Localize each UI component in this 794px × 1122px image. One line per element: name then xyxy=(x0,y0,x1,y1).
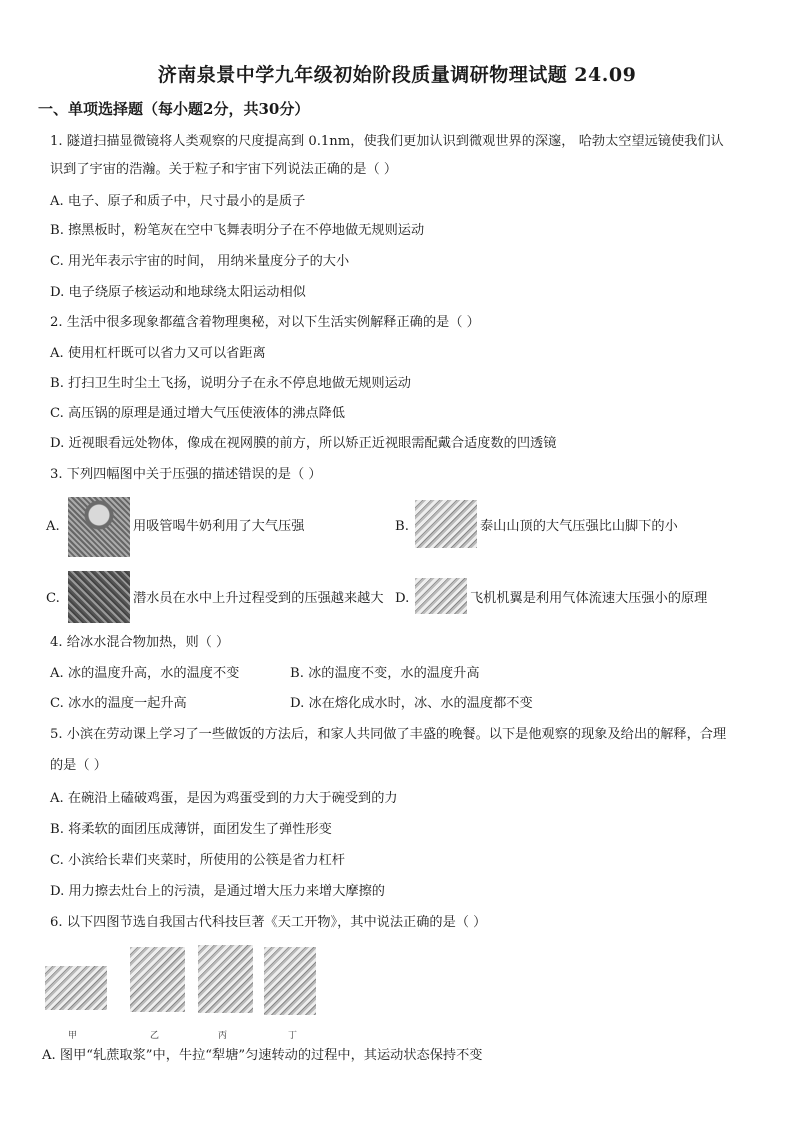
q3-option-d-letter: D. xyxy=(395,591,410,606)
q3-option-c-letter: C. xyxy=(46,591,60,606)
q5-option-b: B. 将柔软的面团压成薄饼，面团发生了弹性形变 xyxy=(50,822,332,837)
q1-option-b: B. 擦黑板时，粉笔灰在空中飞舞表明分子在不停地做无规则运动 xyxy=(50,223,425,238)
q3-stem: 3. 下列四幅图中关于压强的描述错误的是（ ） xyxy=(50,467,322,482)
q3-option-d-image xyxy=(415,578,467,614)
q1-stem-line2: 识到了宇宙的浩瀚。关于粒子和宇宙下列说法正确的是（ ） xyxy=(50,162,398,177)
q6-stem: 6. 以下四图节选自我国古代科技巨著《天工开物》，其中说法正确的是（ ） xyxy=(50,915,487,930)
q3-option-d-text: 飞机机翼是利用气体流速大压强小的原理 xyxy=(470,591,708,606)
q3-option-b-image xyxy=(415,500,477,548)
q6-caption-yi: 乙 xyxy=(150,1031,160,1041)
page-title: 济南泉景中学九年级初始阶段质量调研物理试题 24.09 xyxy=(157,64,637,86)
q3-option-c-text: 潜水员在水中上升过程受到的压强越来越大 xyxy=(133,591,384,606)
q6-caption-ding: 丁 xyxy=(288,1031,298,1041)
q6-image-yi xyxy=(130,947,185,1012)
q1-option-d: D. 电子绕原子核运动和地球绕太阳运动相似 xyxy=(50,285,306,300)
q4-stem: 4. 给冰水混合物加热，则（ ） xyxy=(50,635,230,650)
q6-image-bing xyxy=(198,945,253,1013)
q5-stem-line2: 的是（ ） xyxy=(50,758,107,773)
q1-option-a: A. 电子、原子和质子中，尺寸最小的是质子 xyxy=(50,194,306,209)
q4-option-c: C. 冰水的温度一起升高 xyxy=(50,696,187,711)
q5-option-d: D. 用力擦去灶台上的污渍，是通过增大压力来增大摩擦的 xyxy=(50,884,385,899)
q6-image-jia xyxy=(45,966,107,1010)
section-heading: 一、单项选择题（每小题2分，共30分） xyxy=(38,100,310,118)
q4-option-b: B. 冰的温度不变，水的温度升高 xyxy=(290,666,480,681)
q4-option-d: D. 冰在熔化成水时，冰、水的温度都不变 xyxy=(290,696,533,711)
q1-stem-line1: 1. 隧道扫描显微镜将人类观察的尺度提高到 0.1nm，使我们更加认识到微观世界的深邃， 哈勃太空望远镜使我们认 xyxy=(50,134,724,149)
q5-stem-line1: 5. 小滨在劳动课上学习了一些做饭的方法后，和家人共同做了丰盛的晚餐。以下是他观察的现象及给出的解释，合理 xyxy=(50,727,727,742)
q2-option-a: A. 使用杠杆既可以省力又可以省距离 xyxy=(50,346,266,361)
q6-option-a: A. 图甲“轧蔗取浆”中，牛拉“犁塘”匀速转动的过程中，其运动状态保持不变 xyxy=(42,1048,483,1063)
q6-caption-bing: 丙 xyxy=(218,1031,228,1041)
q2-option-b: B. 打扫卫生时尘土飞扬，说明分子在永不停息地做无规则运动 xyxy=(50,376,411,391)
q3-option-c-image xyxy=(68,571,130,623)
q5-option-a: A. 在碗沿上磕破鸡蛋，是因为鸡蛋受到的力大于碗受到的力 xyxy=(50,791,398,806)
q2-option-d: D. 近视眼看远处物体，像成在视网膜的前方，所以矫正近视眼需配戴合适度数的凹透镜 xyxy=(50,436,557,451)
q3-option-a-text: 用吸管喝牛奶利用了大气压强 xyxy=(133,519,305,534)
q3-option-a-letter: A. xyxy=(46,519,60,534)
q2-option-c: C. 高压锅的原理是通过增大气压使液体的沸点降低 xyxy=(50,406,345,421)
q1-option-c: C. 用光年表示宇宙的时间， 用纳米量度分子的大小 xyxy=(50,254,350,269)
q2-stem: 2. 生活中很多现象都蕴含着物理奥秘，对以下生活实例解释正确的是（ ） xyxy=(50,315,480,330)
q6-caption-jia: 甲 xyxy=(68,1031,78,1041)
q3-option-b-text: 泰山山顶的大气压强比山脚下的小 xyxy=(480,519,678,534)
q6-image-ding xyxy=(264,947,316,1015)
q5-option-c: C. 小滨给长辈们夹菜时，所使用的公筷是省力杠杆 xyxy=(50,853,345,868)
q3-option-b-letter: B. xyxy=(395,519,409,534)
q3-option-a-image xyxy=(68,497,130,557)
q4-option-a: A. 冰的温度升高，水的温度不变 xyxy=(50,666,240,681)
